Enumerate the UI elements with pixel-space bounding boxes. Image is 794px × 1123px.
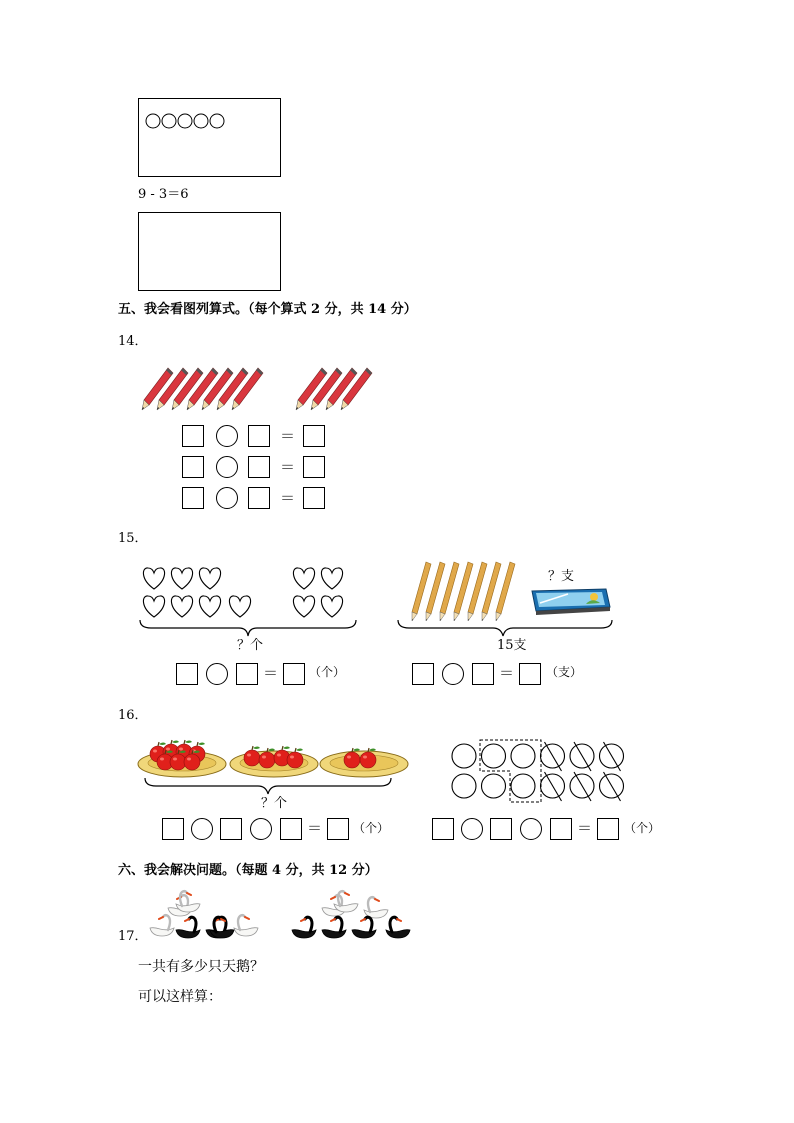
heart-icon: [199, 568, 220, 589]
answer-box[interactable]: [182, 425, 204, 447]
q15-hearts: [140, 566, 350, 624]
q15-tan-pencils: [404, 560, 516, 624]
dashed-selection-box: [480, 740, 541, 802]
equals-sign: ＝: [577, 819, 593, 837]
black-swan-icon: [322, 917, 346, 938]
apple-icon: [170, 754, 186, 770]
apple-icon: [184, 754, 200, 770]
q17-number: 17．: [118, 929, 148, 944]
apple-plate-icon: [230, 746, 318, 777]
q15-number: 15．: [118, 531, 148, 546]
q16-number: 16．: [118, 708, 148, 723]
heart-icon: [293, 568, 314, 589]
answer-box[interactable]: [327, 818, 349, 840]
answer-box[interactable]: [176, 663, 198, 685]
apple-plate-icon: [138, 740, 226, 777]
answer-box[interactable]: [236, 663, 258, 685]
pencil-box-icon: [528, 585, 612, 615]
apple-icon: [287, 752, 303, 768]
heart-icon: [171, 568, 192, 589]
white-swan-icon: [364, 897, 388, 918]
answer-box[interactable]: [519, 663, 541, 685]
apple-plate-icon: [320, 748, 408, 777]
q16-apples-brace: [144, 776, 394, 796]
unit-label: （个）: [309, 665, 346, 679]
heart-icon: [143, 596, 164, 617]
heart-icon: [143, 568, 164, 589]
answer-box[interactable]: [303, 487, 325, 509]
answer-box[interactable]: [248, 487, 270, 509]
equals-sign: ＝: [263, 664, 279, 682]
answer-box[interactable]: [303, 425, 325, 447]
black-swan-icon: [292, 917, 316, 938]
unit-label: （个）: [353, 821, 390, 835]
q15-hearts-brace: [139, 618, 357, 638]
circles-drawing-box: [138, 98, 281, 177]
operator-circle[interactable]: [206, 663, 228, 685]
answer-box[interactable]: [597, 818, 619, 840]
q17-swans-group-right: [292, 888, 414, 942]
answer-box[interactable]: [162, 818, 184, 840]
heart-icon: [229, 596, 250, 617]
count-circle: [482, 744, 506, 768]
black-swan-icon: [210, 917, 234, 938]
red-pencil-icon: [232, 368, 263, 410]
unit-label: （个）: [624, 821, 661, 835]
count-circle: [511, 774, 535, 798]
q17-hint: 可以这样算：: [138, 989, 222, 1005]
answer-box[interactable]: [490, 818, 512, 840]
white-swan-icon: [234, 915, 258, 936]
q16-apples-label: ？个: [261, 796, 288, 811]
q16-circles-grid: [450, 740, 640, 804]
heart-icon: [171, 596, 192, 617]
q14-number: 14．: [118, 334, 148, 349]
five-circles: [145, 113, 235, 129]
equals-sign: ＝: [280, 427, 296, 445]
heart-icon: [321, 568, 342, 589]
answer-box[interactable]: [280, 818, 302, 840]
count-circle: [452, 774, 476, 798]
empty-drawing-box[interactable]: [138, 212, 281, 291]
count-circle: [452, 744, 476, 768]
q14-red-pencils-group-7: [140, 366, 270, 414]
black-swan-icon: [386, 917, 410, 938]
equals-sign: ＝: [280, 458, 296, 476]
q15-pencils-label: 15支: [497, 638, 527, 653]
heart-icon: [293, 596, 314, 617]
heart-icon: [199, 596, 220, 617]
operator-circle[interactable]: [216, 487, 238, 509]
q17-swans-group-left: [150, 888, 265, 942]
q15-hearts-label: ？个: [237, 638, 264, 653]
q17-question: 一共有多少只天鹅？: [138, 959, 264, 975]
answer-box[interactable]: [412, 663, 434, 685]
top-equation: 9 - 3＝6: [138, 187, 189, 202]
count-circle: [511, 744, 535, 768]
operator-circle[interactable]: [461, 818, 483, 840]
apple-icon: [344, 752, 360, 768]
answer-box[interactable]: [248, 425, 270, 447]
q15-box-label: ？支: [548, 569, 575, 584]
black-swan-icon: [176, 917, 200, 938]
operator-circle[interactable]: [216, 456, 238, 478]
answer-box[interactable]: [182, 487, 204, 509]
count-circle: [482, 774, 506, 798]
operator-circle[interactable]: [250, 818, 272, 840]
q14-red-pencils-group-4: [294, 366, 384, 414]
answer-box[interactable]: [283, 663, 305, 685]
equals-sign: ＝: [307, 819, 323, 837]
answer-box[interactable]: [472, 663, 494, 685]
red-pencil-icon: [341, 368, 372, 410]
operator-circle[interactable]: [216, 425, 238, 447]
answer-box[interactable]: [182, 456, 204, 478]
answer-box[interactable]: [303, 456, 325, 478]
apple-icon: [360, 752, 376, 768]
answer-box[interactable]: [432, 818, 454, 840]
operator-circle[interactable]: [191, 818, 213, 840]
heart-icon: [321, 596, 342, 617]
equals-sign: ＝: [280, 489, 296, 507]
white-swan-icon: [150, 915, 174, 936]
apple-icon: [244, 750, 260, 766]
answer-box[interactable]: [550, 818, 572, 840]
section5-title: 五、我会看图列算式。（每个算式 2 分，共 14 分）: [118, 302, 417, 317]
black-swan-icon: [352, 917, 376, 938]
unit-label: （支）: [546, 665, 583, 679]
answer-box[interactable]: [220, 818, 242, 840]
operator-circle[interactable]: [442, 663, 464, 685]
white-swan-icon: [334, 891, 358, 912]
apple-icon: [259, 752, 275, 768]
section6-title: 六、我会解决问题。（每题 4 分，共 12 分）: [118, 863, 378, 878]
answer-box[interactable]: [248, 456, 270, 478]
equals-sign: ＝: [499, 664, 515, 682]
q15-pencils-brace: [397, 618, 613, 638]
operator-circle[interactable]: [520, 818, 542, 840]
